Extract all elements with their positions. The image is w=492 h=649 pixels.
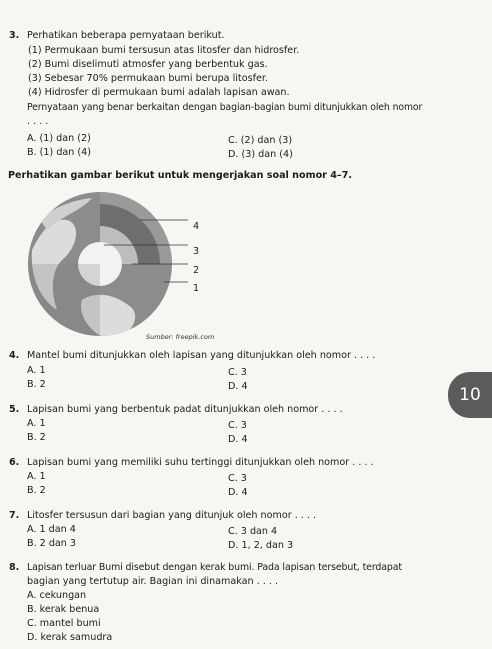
q3-option-d[interactable]: D. (3) dan (4) [228, 149, 293, 160]
q7-option-c[interactable]: C. 3 dan 4 [228, 526, 278, 537]
q7-option-d[interactable]: D. 1, 2, dan 3 [228, 540, 294, 551]
q3-stem: Perhatikan beberapa pernyataan berikut. [27, 30, 225, 41]
q6-option-c[interactable]: C. 3 [228, 473, 247, 484]
q4-option-c[interactable]: C. 3 [228, 367, 247, 378]
q3-statement-2: (2) Bumi diselimuti atmosfer yang berbentuk gas. [28, 59, 268, 70]
q3-number: 3. [9, 30, 20, 41]
q4-option-b[interactable]: B. 2 [27, 379, 46, 390]
q7-option-b[interactable]: B. 2 dan 3 [27, 538, 77, 549]
figure-label-1: 1 [193, 283, 200, 294]
q4-number: 4. [9, 350, 20, 361]
q6-option-d[interactable]: D. 4 [228, 487, 248, 498]
q3-question: Pernyataan yang benar berkaitan dengan bagian-bagian bumi ditunjukkan oleh nomor [27, 102, 423, 113]
figure-label-2: 2 [193, 265, 200, 276]
q6-option-b[interactable]: B. 2 [27, 485, 46, 496]
q8-option-c[interactable]: C. mantel bumi [27, 618, 101, 629]
q5-option-a[interactable]: A. 1 [27, 418, 46, 429]
q8-stem-cont: bagian yang tertutup air. Bagian ini dinamakan . . . . [27, 576, 279, 587]
q5-option-b[interactable]: B. 2 [27, 432, 46, 443]
q5-option-d[interactable]: D. 4 [228, 434, 248, 445]
q3-question-dots: . . . . [27, 116, 49, 127]
earth-globe [28, 192, 172, 338]
q7-option-a[interactable]: A. 1 dan 4 [27, 524, 76, 535]
q8-option-d[interactable]: D. kerak samudra [27, 632, 113, 643]
q8-option-b[interactable]: B. kerak benua [27, 604, 100, 615]
q4-option-a[interactable]: A. 1 [27, 365, 46, 376]
q3-option-c[interactable]: C. (2) dan (3) [228, 135, 293, 146]
q4-option-d[interactable]: D. 4 [228, 381, 248, 392]
q6-stem: Lapisan bumi yang memiliki suhu tertinggi ditunjukkan oleh nomor . . . . [27, 457, 374, 468]
q5-stem: Lapisan bumi yang berbentuk padat ditunjukkan oleh nomor . . . . [27, 404, 343, 415]
q8-stem: Lapisan terluar Bumi disebut dengan kerak bumi. Pada lapisan tersebut, terdapat [27, 562, 402, 573]
q6-option-a[interactable]: A. 1 [27, 471, 46, 482]
q7-stem: Litosfer tersusun dari bagian yang ditunjuk oleh nomor . . . . [27, 510, 317, 521]
figure-instruction: Perhatikan gambar berikut untuk mengerjakan soal nomor 4–7. [8, 170, 353, 181]
q3-statement-3: (3) Sebesar 70% permukaan bumi berupa litosfer. [28, 73, 268, 84]
q8-number: 8. [9, 562, 20, 573]
figure-credit: Sumber: freepik.com [146, 333, 215, 341]
q6-number: 6. [9, 457, 20, 468]
q3-option-b[interactable]: B. (1) dan (4) [27, 147, 92, 158]
q7-number: 7. [9, 510, 20, 521]
q3-statement-1: (1) Permukaan bumi tersusun atas litosfer dan hidrosfer. [28, 45, 300, 56]
q3-option-a[interactable]: A. (1) dan (2) [27, 133, 91, 144]
earth-layers-figure [22, 190, 222, 338]
figure-label-3: 3 [193, 246, 200, 257]
q3-statement-4: (4) Hidrosfer di permukaan bumi adalah lapisan awan. [28, 87, 290, 98]
q8-option-a[interactable]: A. cekungan [27, 590, 87, 601]
q5-option-c[interactable]: C. 3 [228, 420, 247, 431]
q4-stem: Mantel bumi ditunjukkan oleh lapisan yang ditunjukkan oleh nomor . . . . [27, 350, 376, 361]
page-number-badge: 10 [448, 372, 492, 418]
q5-number: 5. [9, 404, 20, 415]
figure-label-4: 4 [193, 221, 200, 232]
